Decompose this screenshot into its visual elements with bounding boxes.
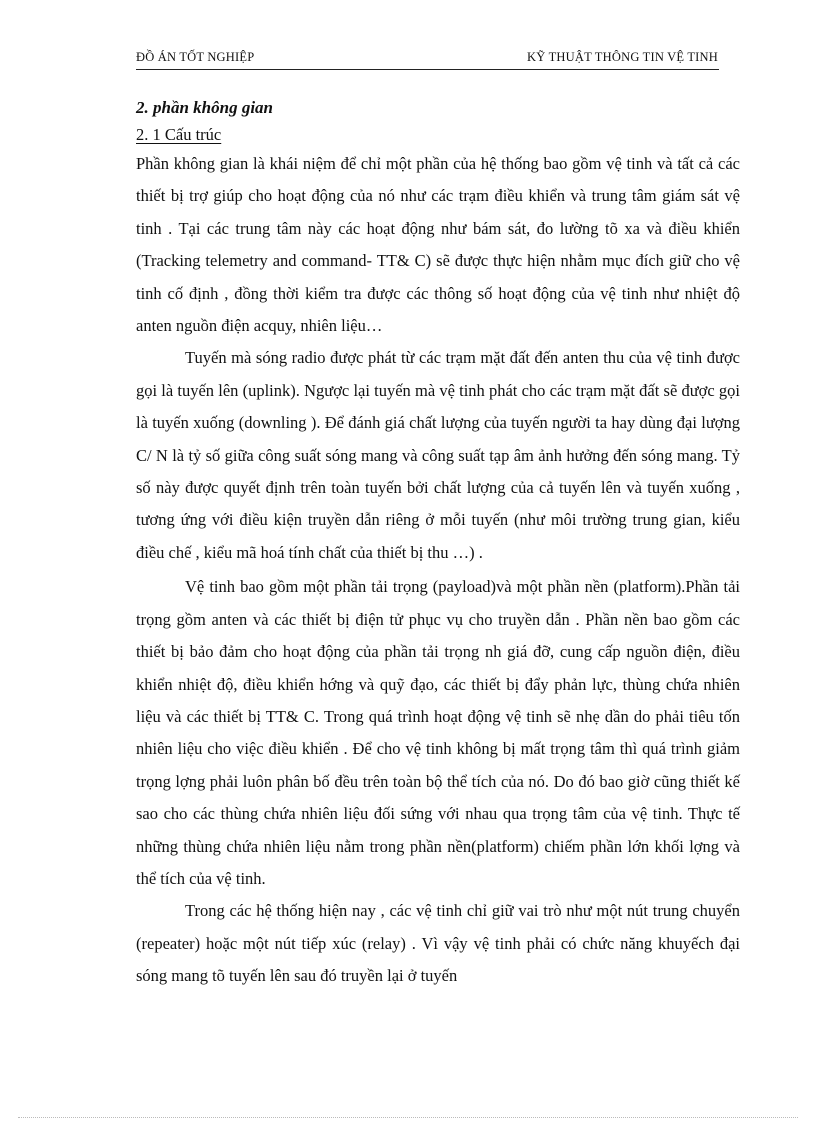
page-header <box>136 50 718 70</box>
paragraph-2: Tuyến mà sóng radio được phát từ các trạm mặt đất đến anten thu của vệ tinh được gọi là tuyến lên (uplink). Ngược lại tuyến mà vệ tinh phát cho các trạm mặt đất sẽ được gọi là tuyến xuống (downling ). Để đánh giá chất lượng của tuyến người ta hay dùng đại lượng C/ N là tỷ số giữa công suất sóng mang và công suất tạp âm ảnh hưởng đến sóng mang. Tỷ số này được quyết định trên toàn tuyến bởi chất lượng của cả tuyến lên và tuyến xuống , tương ứng với điều kiện truyền dẫn riêng ở mỗi tuyến (như môi trường trung gian, kiểu điều chế , kiểu mã hoá tính chất của thiết bị thu …) . <box>136 348 740 562</box>
header-divider <box>136 69 719 70</box>
paragraph-1: Phần không gian là khái niệm để chỉ một phần của hệ thống bao gồm vệ tinh và tất cả các thiết bị trợ giúp cho hoạt động của nó như các trạm điều khiển và trung tâm giám sát vệ tinh . Tại các trung tâm này các hoạt động như bám sát, đo lường tõ xa và điều khiển (Tracking telemetry and command- TT& C) sẽ được thực hiện nhằm mục đích giữ cho vệ tinh cố định , đồng thời kiểm tra được các thông số hoạt động của vệ tinh như nhiệt độ anten nguồn điện acquy, nhiên liệu… <box>136 154 740 336</box>
document-body <box>136 94 740 993</box>
paragraph-4: Trong các hệ thống hiện nay , các vệ tinh chỉ giữ vai trò như một nút trung chuyển (repeater) hoặc một nút tiếp xúc (relay) . Vì vậy vệ tinh phải có chức năng khuyếch đại sóng mang tõ tuyến lên sau đó truyền lại ở tuyến <box>136 901 740 986</box>
header-left-title: ĐỒ ÁN TỐT NGHIỆP <box>136 50 255 64</box>
subsection-title: 2. 1 Cấu trúc <box>136 125 222 144</box>
page-bottom-divider <box>18 1117 798 1118</box>
header-right-title: KỸ THUẬT THÔNG TIN VỆ TINH <box>527 50 718 64</box>
paragraph-3: Vệ tinh bao gồm một phần tải trọng (payload)và một phần nền (platform).Phần tải trọng gồm anten và các thiết bị điện tử phục vụ cho truyền dẫn . Phần nền bao gồm các thiết bị bảo đảm cho hoạt động của phần tải trọng nh giá đỡ, cung cấp nguồn điện, điều khiển nhiệt độ, điều khiển hớng và quỹ đạo, các thiết bị đẩy phản lực, thùng chứa nhiên liệu và các thiết bị TT& C. Trong quá trình hoạt động vệ tinh sẽ nhẹ dần do phải tiêu tốn nhiên liệu cho việc điều khiển . Để cho vệ tinh không bị mất trọng tâm thì quá trình giảm trọng lợng phải luôn phân bố đều trên toàn bộ thể tích của nó. Do đó bao giờ cũng thiết kế sao cho các thùng chứa nhiên liệu đối sứng với nhau qua trọng tâm của vệ tinh. Thực tế những thùng chứa nhiên liệu nằm trong phần nền(platform) chiếm phần lớn khối lợng và thể tích của vệ tinh. <box>136 577 740 888</box>
section-title: 2. phần không gian <box>136 98 273 117</box>
